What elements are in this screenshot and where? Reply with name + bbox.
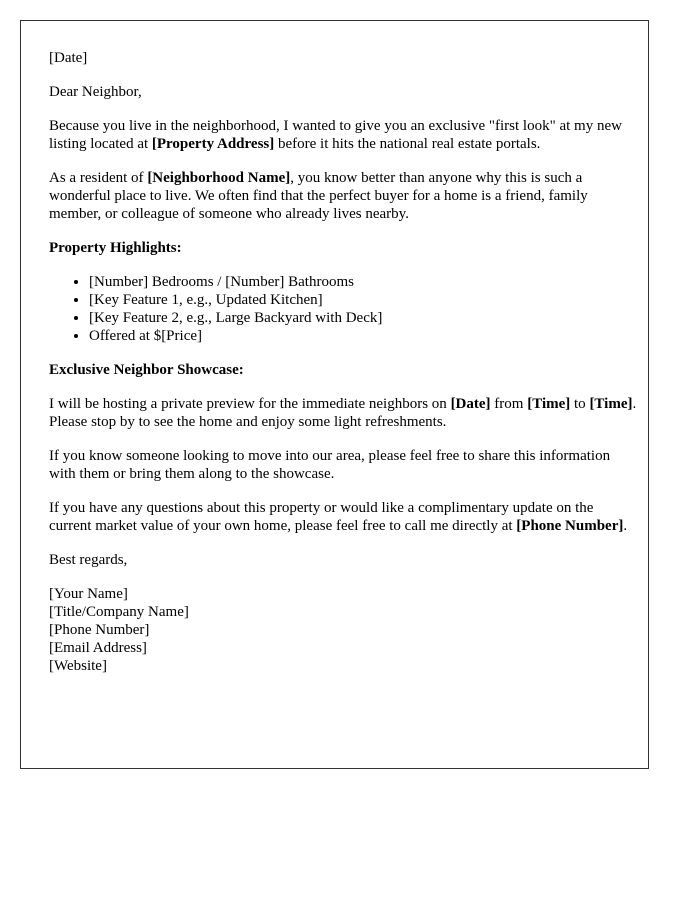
list-item: • Offered at $[Price] (89, 327, 648, 345)
neighborhood-text: As a resident of (49, 170, 148, 186)
showcase-start-time-placeholder: [Time] (527, 396, 571, 412)
contact-text-end: . (623, 518, 628, 534)
list-item: • [Key Feature 2, e.g., Large Backyard with Deck] (89, 309, 648, 327)
showcase-text: I will be hosting a private preview for the immediate neighbors on (49, 396, 451, 412)
showcase-text: to (570, 396, 590, 412)
contact-paragraph (49, 499, 639, 535)
neighborhood-name-placeholder: [Neighborhood Name] (147, 170, 291, 186)
signature-email: [Email Address] (49, 640, 147, 656)
signature-title: [Title/Company Name] (49, 604, 189, 620)
phone-number-placeholder: [Phone Number] (516, 518, 624, 534)
showcase-heading: Exclusive Neighbor Showcase: (49, 362, 244, 378)
highlights-heading: Property Highlights: (49, 240, 182, 256)
neighborhood-paragraph (49, 169, 639, 223)
property-address-placeholder: [Property Address] (151, 136, 275, 152)
showcase-date-placeholder: [Date] (450, 396, 491, 412)
letter-page (20, 20, 649, 769)
neighborhood-text-end: , you know better than anyone why this is such a wonderful place to live. We often find that the perfect buyer for a home is a friend, family member, or colleague of someone who already lives nearby. (49, 170, 588, 222)
salutation: Dear Neighbor, (49, 84, 142, 100)
showcase-paragraph (49, 395, 639, 431)
intro-text-end: before it hits the national real estate portals. (274, 136, 541, 152)
intro-paragraph (49, 117, 639, 153)
signature-website: [Website] (49, 658, 107, 674)
closing: Best regards, (49, 552, 128, 568)
showcase-end-time-placeholder: [Time] (589, 396, 633, 412)
referral-paragraph: If you know someone looking to move into our area, please feel free to share this information with them or bring them along to the showcase. (49, 448, 611, 482)
intro-text: Because you live in the neighborhood, I wanted to give you an exclusive "first look" at my new listing located at (49, 118, 622, 152)
list-item: • [Number] Bedrooms / [Number] Bathrooms (89, 273, 648, 291)
showcase-text-end: . Please stop by to see the home and enjoy some light refreshments. (49, 396, 637, 430)
signature-phone: [Phone Number] (49, 622, 150, 638)
contact-text: If you have any questions about this property or would like a complimentary update on the current market value of your own home, please feel free to call me directly at (49, 500, 594, 534)
signature-block (49, 585, 648, 675)
highlights-list (49, 273, 648, 345)
showcase-text: from (490, 396, 528, 412)
signature-name: [Your Name] (49, 586, 128, 602)
letter-date: [Date] (49, 50, 88, 66)
list-item: • [Key Feature 1, e.g., Updated Kitchen] (89, 291, 648, 309)
